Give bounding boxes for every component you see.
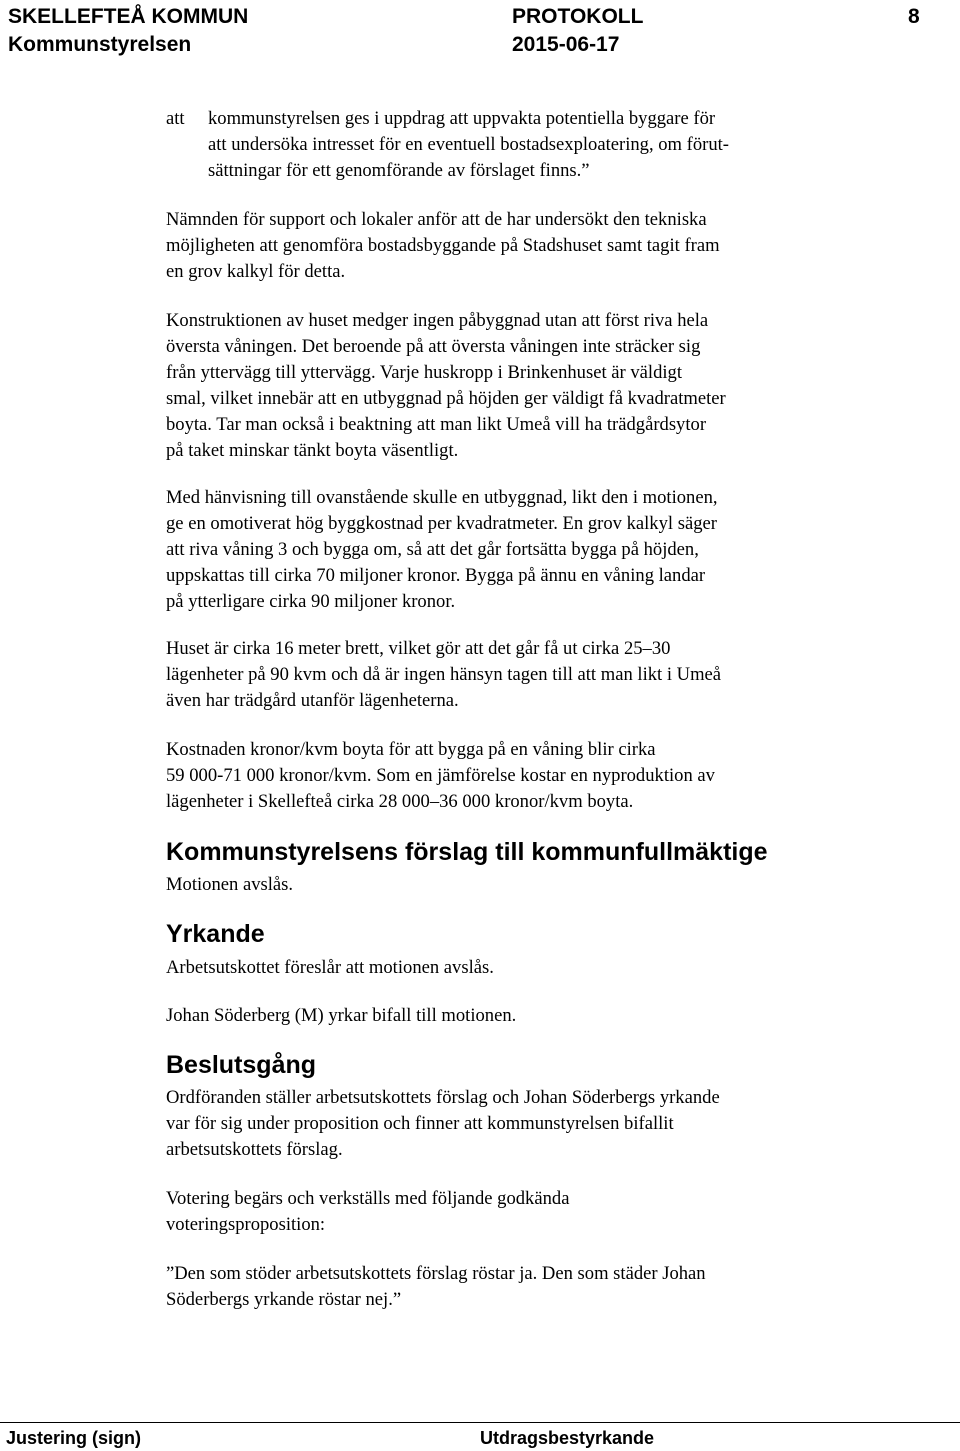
paragraph-line: på taket minskar tänkt boyta väsentligt. <box>166 440 459 461</box>
section-heading-beslutsgang: Beslutsgång <box>166 1051 317 1079</box>
paragraph-line: en grov kalkyl för detta. <box>166 261 346 282</box>
paragraph-line: på ytterligare cirka 90 miljoner kronor. <box>166 591 456 612</box>
section-heading-yrkande: Yrkande <box>166 920 265 948</box>
page-number: 8 <box>908 5 920 28</box>
section-heading-forslag: Kommunstyrelsens förslag till kommunfullmäktige <box>166 838 768 866</box>
paragraph-line: Söderbergs yrkande röstar nej.” <box>166 1289 402 1310</box>
footer-utdragsbestyrkande: Utdragsbestyrkande <box>480 1428 655 1448</box>
paragraph-line: från yttervägg till yttervägg. Varje huskropp i Brinkenhuset är väldigt <box>166 362 683 383</box>
paragraph-line: ge en omotiverat hög byggkostnad per kvadratmeter. En grov kalkyl säger <box>166 513 717 534</box>
beslutsgang-paragraph <box>166 1186 569 1238</box>
att-line: att undersöka intresset för en eventuell bostadsexploatering, om förut- <box>208 134 729 155</box>
document-type: PROTOKOLL <box>512 5 644 28</box>
forslag-text: Motionen avslås. <box>166 874 294 895</box>
paragraph-line: var för sig under proposition och finner att kommunstyrelsen bifallit <box>166 1113 674 1134</box>
paragraph-line: arbetsutskottets förslag. <box>166 1139 343 1160</box>
department-name: Kommunstyrelsen <box>8 33 192 56</box>
paragraph-line: att riva våning 3 och bygga om, så att det går fortsätta bygga på höjden, <box>166 539 699 560</box>
footer-divider <box>0 1422 960 1423</box>
att-label: att <box>166 108 185 129</box>
beslutsgang-paragraph <box>166 1085 720 1163</box>
protocol-date: 2015-06-17 <box>512 33 620 56</box>
yrkande-paragraph: Arbetsutskottet föreslår att motionen avslås. <box>166 957 494 978</box>
att-line: sättningar för ett genomförande av förslaget finns.” <box>208 160 590 181</box>
voteringsproposition-quote <box>166 1261 706 1313</box>
paragraph-line: Huset är cirka 16 meter brett, vilket gör att det går få ut cirka 25–30 <box>166 638 671 659</box>
paragraph <box>166 485 718 615</box>
paragraph-line: lägenheter i Skellefteå cirka 28 000–36 000 kronor/kvm boyta. <box>166 791 634 812</box>
paragraph-line: möjligheten att genomföra bostadsbyggande på Stadshuset samt tagit fram <box>166 235 720 256</box>
paragraph-line: ”Den som stöder arbetsutskottets förslag röstar ja. Den som städer Johan <box>166 1263 706 1284</box>
paragraph-line: även har trädgård utanför lägenheterna. <box>166 690 459 711</box>
att-line: kommunstyrelsen ges i uppdrag att uppvakta potentiella byggare för <box>208 108 716 129</box>
paragraph-line: boyta. Tar man också i beaktning att man likt Umeå vill ha trädgårdsytor <box>166 414 707 435</box>
paragraph-line: 59 000-71 000 kronor/kvm. Som en jämförelse kostar en nyproduktion av <box>166 765 715 786</box>
paragraph <box>166 308 726 464</box>
paragraph <box>166 737 715 815</box>
paragraph-line: smal, vilket innebär att en utbyggnad på höjden ger väldigt få kvadratmeter <box>166 388 726 409</box>
paragraph-line: uppskattas till cirka 70 miljoner kronor. Bygga på ännu en våning landar <box>166 565 706 586</box>
paragraph-line: Med hänvisning till ovanstående skulle en utbyggnad, likt den i motionen, <box>166 487 718 508</box>
paragraph <box>166 636 721 714</box>
org-name: SKELLEFTEÅ KOMMUN <box>8 5 249 28</box>
paragraph-line: Nämnden för support och lokaler anför att de har undersökt den tekniska <box>166 209 707 230</box>
paragraph-line: voteringsproposition: <box>166 1214 326 1235</box>
paragraph-line: lägenheter på 90 kvm och då är ingen hänsyn tagen till att man likt i Umeå <box>166 664 722 685</box>
yrkande-paragraph: Johan Söderberg (M) yrkar bifall till motionen. <box>166 1005 517 1026</box>
paragraph-line: Kostnaden kronor/kvm boyta för att bygga på en våning blir cirka <box>166 739 656 760</box>
paragraph-line: Konstruktionen av huset medger ingen påbyggnad utan att först riva hela <box>166 310 709 331</box>
paragraph <box>166 207 720 285</box>
paragraph-line: Ordföranden ställer arbetsutskottets förslag och Johan Söderbergs yrkande <box>166 1087 720 1108</box>
paragraph-line: översta våningen. Det beroende på att översta våningen inte sträcker sig <box>166 336 701 357</box>
footer-justering: Justering (sign) <box>6 1428 142 1448</box>
att-text <box>208 106 729 184</box>
paragraph-line: Votering begärs och verkställs med följande godkända <box>166 1188 570 1209</box>
